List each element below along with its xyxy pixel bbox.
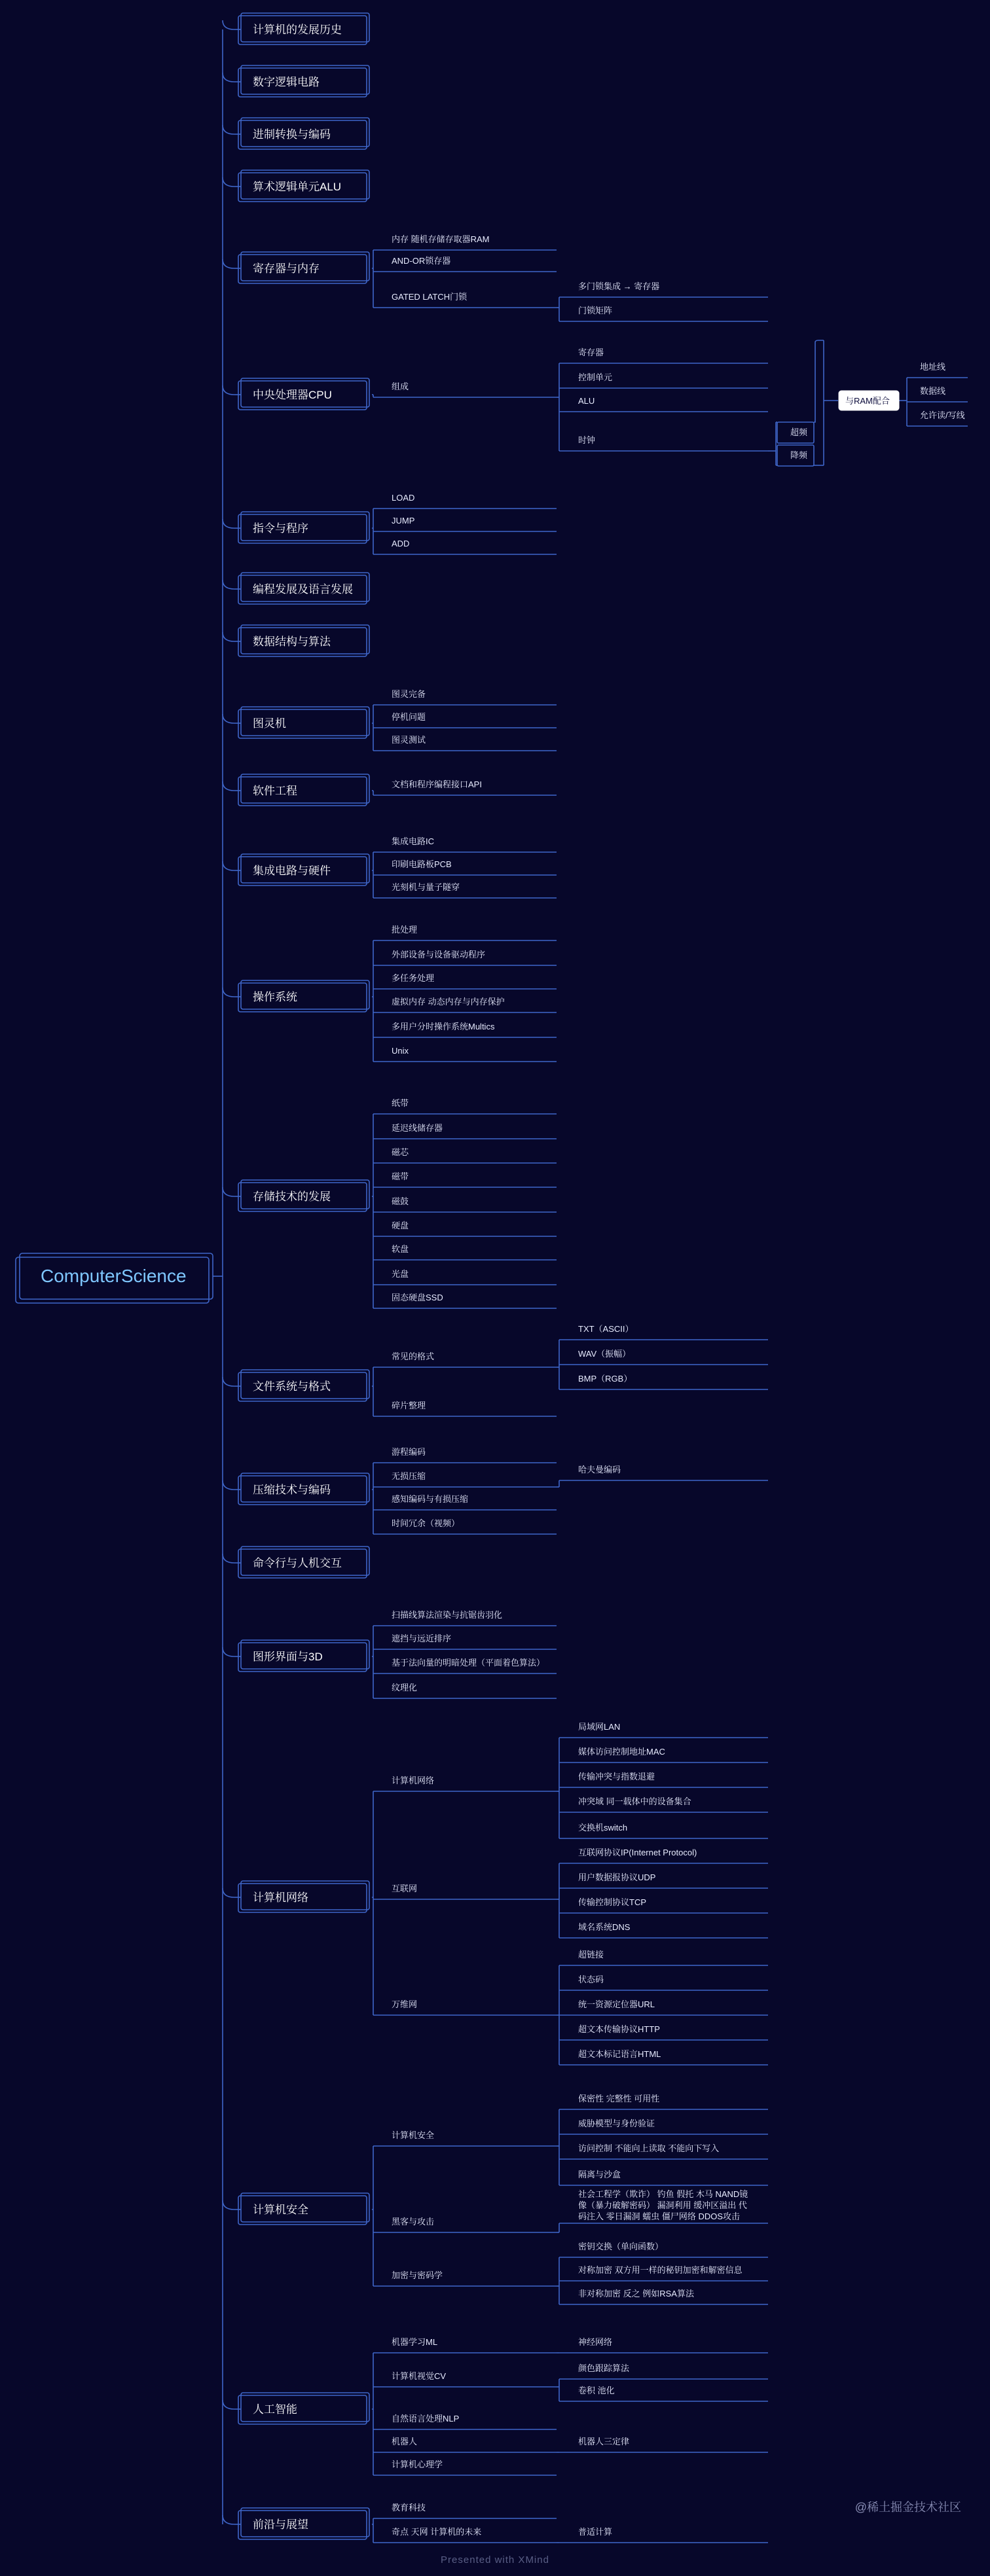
grandchild-label: 对称加密 双方用一样的秘钥加密和解密信息 [578, 2265, 742, 2275]
child-label: 计算机视觉CV [392, 2371, 447, 2381]
child-node[interactable] [392, 1401, 426, 1410]
grandchild-label: 多门锁集成 → 寄存器 [578, 281, 660, 291]
child-label: 万维网 [392, 1999, 418, 2009]
category-label: 计算机网络 [253, 1891, 308, 1904]
grandchild-label: 交换机switch [578, 1823, 628, 1833]
grandchild-node[interactable] [578, 2170, 621, 2179]
grandchild-label: 访问控制 不能向上读取 不能向下写入 [578, 2143, 720, 2153]
category-node[interactable] [238, 2193, 369, 2225]
category-label: 计算机的发展历史 [253, 24, 342, 36]
child-label: 计算机心理学 [392, 2460, 443, 2469]
child-node[interactable] [392, 493, 414, 503]
child-node[interactable] [392, 689, 426, 699]
ram-child-label: 地址线 [920, 362, 946, 372]
child-label: 遮挡与远近排序 [392, 1634, 452, 1643]
child-node[interactable] [392, 1022, 495, 1031]
child-label: Unix [392, 1046, 409, 1056]
child-node[interactable] [392, 1999, 417, 2009]
category-label: 编程发展及语言发展 [253, 583, 353, 596]
child-label: 磁鼓 [392, 1196, 409, 1206]
footer-text: Presented with XMind [441, 2554, 549, 2566]
grandchild-node[interactable] [578, 396, 595, 406]
grandchild-node[interactable] [578, 2289, 695, 2299]
child-node[interactable] [392, 1351, 434, 1361]
grandchild-node[interactable] [578, 281, 659, 291]
grandchild-label-line: 码注入 零日漏洞 蠕虫 僵尸网络 DDOS攻击 [578, 2211, 741, 2221]
ram-child-node[interactable] [920, 362, 945, 372]
child-node[interactable] [392, 1221, 409, 1230]
grandchild-node[interactable] [578, 1722, 620, 1732]
grandchild-label: 超链接 [578, 1950, 604, 1959]
child-label: 基于法向量的明暗处理（平面着色算法） [392, 1658, 545, 1668]
category-node[interactable] [238, 252, 369, 283]
grandchild-node[interactable] [578, 1922, 631, 1932]
grandchild-label: 时钟 [578, 435, 596, 445]
grandchild-label: 状态码 [578, 1975, 604, 1984]
child-node[interactable] [392, 2414, 459, 2424]
child-label: 文档和程序编程接口API [392, 779, 482, 789]
child-label: 图灵测试 [392, 735, 426, 745]
child-label: 碎片整理 [392, 1401, 426, 1410]
grandchild-label: 超文本传输协议HTTP [578, 2024, 660, 2034]
child-node[interactable] [392, 256, 450, 266]
grandchild-label: 传输冲突与指数退避 [578, 1772, 655, 1781]
grandchild-node[interactable] [578, 2337, 612, 2347]
grandchild-node[interactable] [578, 1797, 691, 1806]
child-node[interactable] [392, 2337, 437, 2347]
child-node[interactable] [392, 1683, 417, 1692]
child-node[interactable] [392, 1518, 460, 1528]
child-node[interactable] [392, 1196, 409, 1206]
root-node[interactable] [16, 1253, 213, 1303]
grandchild-label: 机器人三定律 [578, 2437, 630, 2446]
ram-child-node[interactable] [920, 386, 945, 396]
child-label: 纸带 [392, 1098, 409, 1108]
child-node[interactable] [392, 2217, 434, 2227]
child-node[interactable] [392, 382, 409, 391]
child-node[interactable] [392, 1172, 409, 1181]
child-label: 加密与密码学 [392, 2270, 443, 2280]
child-label: 多用户分时操作系统Multics [392, 1022, 495, 1031]
category-label: 前沿与展望 [253, 2518, 308, 2531]
child-node[interactable] [392, 779, 482, 789]
grandchild-label: 颜色跟踪算法 [578, 2363, 630, 2373]
category-node[interactable] [238, 378, 369, 410]
child-node[interactable] [392, 2503, 426, 2513]
child-label: 纹理化 [392, 1683, 418, 1692]
grandchild-label: 域名系统DNS [578, 1922, 631, 1932]
child-node[interactable] [392, 2371, 446, 2381]
child-label: GATED LATCH门锁 [392, 292, 468, 302]
category-label: 图灵机 [253, 717, 286, 730]
child-node[interactable] [392, 516, 414, 526]
grandchild-node[interactable] [578, 2049, 661, 2059]
child-label: 多任务处理 [392, 973, 435, 983]
child-label: 磁带 [392, 1172, 409, 1181]
category-label: 进制转换与编码 [253, 128, 331, 141]
child-node[interactable] [392, 925, 417, 935]
grandchild-node[interactable] [578, 435, 595, 445]
child-node[interactable] [392, 2130, 434, 2140]
category-node[interactable] [238, 573, 369, 604]
child-label: 图灵完备 [392, 689, 426, 699]
grandchild-node[interactable] [578, 2143, 719, 2153]
category-label: 压缩技术与编码 [253, 1484, 331, 1496]
child-node[interactable] [392, 1244, 409, 1254]
category-node[interactable] [238, 1881, 369, 1912]
clock-child-node[interactable] [777, 445, 814, 466]
child-node[interactable] [392, 882, 460, 892]
grandchild-node[interactable] [578, 1324, 634, 1334]
category-label: 存储技术的发展 [253, 1190, 331, 1203]
grandchild-node[interactable] [578, 1999, 655, 2009]
child-label: 教育科技 [392, 2503, 426, 2513]
grandchild-node[interactable] [578, 2265, 743, 2275]
child-label: 机器学习ML [392, 2337, 438, 2347]
child-node[interactable] [392, 1658, 545, 1668]
grandchild-node[interactable] [578, 2437, 629, 2446]
category-node[interactable] [238, 980, 369, 1012]
grandchild-label: 媒体访问控制地址MAC [578, 1747, 665, 1757]
child-label: 常见的格式 [392, 1351, 435, 1361]
child-node[interactable] [392, 1269, 409, 1279]
grandchild-label: 局域网LAN [578, 1722, 621, 1732]
grandchild-label: ALU [578, 396, 595, 406]
child-node[interactable] [392, 2437, 417, 2446]
child-label: 磁芯 [392, 1147, 409, 1157]
grandchild-node[interactable] [578, 2242, 663, 2251]
child-label: ADD [392, 539, 410, 548]
child-label: 扫描线算法渲染与抗锯齿羽化 [392, 1610, 503, 1620]
grandchild-node[interactable] [578, 2363, 630, 2373]
category-node[interactable] [238, 1640, 369, 1672]
grandchild-node[interactable] [578, 348, 604, 357]
category-label: 人工智能 [253, 2403, 297, 2416]
grandchild-node[interactable] [578, 1823, 627, 1833]
child-node[interactable] [392, 539, 409, 548]
child-label: 批处理 [392, 925, 418, 935]
category-label: 数字逻辑电路 [253, 76, 320, 88]
grandchild-label: 保密性 完整性 可用性 [578, 2094, 660, 2103]
child-node[interactable] [392, 950, 485, 959]
grandchild-node[interactable] [578, 1349, 631, 1359]
grandchild-label: 传输控制协议TCP [578, 1897, 647, 1907]
child-label: LOAD [392, 493, 415, 503]
child-node[interactable] [392, 1471, 426, 1481]
child-node[interactable] [392, 292, 468, 302]
child-node[interactable] [392, 735, 426, 745]
child-node[interactable] [392, 2270, 443, 2280]
grandchild-node[interactable] [578, 1374, 632, 1384]
grandchild-label: 门锁矩阵 [578, 306, 613, 315]
category-node[interactable] [238, 1370, 369, 1401]
grandchild-label: 统一资源定位器URL [578, 1999, 655, 2009]
grandchild-node[interactable] [578, 1747, 665, 1757]
grandchild-node[interactable] [578, 372, 612, 382]
child-node[interactable] [392, 1147, 409, 1157]
child-label: 组成 [392, 382, 409, 391]
child-label: 光刻机与量子隧穿 [392, 882, 460, 892]
child-node[interactable] [392, 1884, 417, 1893]
category-label: 集成电路与硬件 [253, 865, 331, 877]
child-label: 延迟线储存器 [392, 1123, 443, 1133]
grandchild-label-line: 像（暴力破解密码） 漏洞利用 缓冲区溢出 代 [578, 2200, 747, 2210]
category-label: 数据结构与算法 [253, 635, 331, 648]
category-node[interactable] [238, 774, 369, 806]
grandchild-label: 寄存器 [578, 348, 604, 357]
grandchild-node[interactable] [578, 1465, 621, 1475]
category-node[interactable] [238, 707, 369, 738]
ram-child-label: 数据线 [920, 386, 946, 396]
grandchild-node[interactable] [578, 1897, 646, 1907]
child-node[interactable] [392, 1046, 409, 1056]
ram-child-label: 允许读/写线 [920, 410, 965, 420]
child-label: 自然语言处理NLP [392, 2414, 460, 2424]
child-label: 集成电路IC [392, 836, 435, 846]
grandchild-node[interactable] [578, 1950, 604, 1959]
category-label: 图形界面与3D [253, 1651, 323, 1663]
category-node[interactable] [238, 1473, 369, 1505]
category-node[interactable] [238, 65, 369, 97]
grandchild-label: 哈夫曼编码 [578, 1465, 621, 1475]
ram-note-node[interactable] [839, 391, 899, 410]
category-node[interactable] [238, 854, 369, 885]
grandchild-node[interactable] [578, 2119, 655, 2128]
child-label: 时间冗余（视频） [392, 1518, 460, 1528]
child-node[interactable] [392, 1098, 409, 1108]
child-label: 感知编码与有损压缩 [392, 1494, 469, 1504]
grandchild-label: 威胁模型与身份验证 [578, 2119, 655, 2128]
grandchild-label: 神经网络 [578, 2337, 613, 2347]
clock-child-label: 超频 [790, 427, 808, 437]
child-node[interactable] [392, 973, 434, 983]
category-node[interactable] [238, 118, 369, 149]
category-label: 指令与程序 [253, 522, 308, 535]
category-label: 软件工程 [253, 785, 297, 797]
child-label: 光盘 [392, 1269, 409, 1279]
root-title: ComputerScience [41, 1266, 187, 1286]
child-node[interactable] [392, 1447, 426, 1457]
child-node[interactable] [392, 712, 426, 722]
child-label: 无损压缩 [392, 1471, 426, 1481]
child-label: JUMP [392, 516, 415, 526]
grandchild-label: TXT（ASCII） [578, 1324, 634, 1334]
grandchild-label: 卷积 池化 [578, 2386, 615, 2395]
child-label: AND-OR锁存器 [392, 256, 451, 266]
child-node[interactable] [392, 836, 434, 846]
grandchild-node[interactable] [578, 306, 612, 315]
child-node[interactable] [392, 234, 490, 244]
child-node[interactable] [392, 1776, 434, 1785]
grandchild-label-line: 社会工程学（欺诈） 钓鱼 假托 木马 NAND镜 [578, 2189, 748, 2199]
grandchild-node[interactable] [578, 2386, 615, 2395]
child-label: 内存 随机存储存取器RAM [392, 234, 490, 244]
ram-child-node[interactable] [920, 410, 965, 420]
mind-map-nodes [16, 13, 965, 2539]
grandchild-node[interactable] [578, 1975, 604, 1984]
grandchild-node[interactable] [578, 1872, 655, 1882]
category-node[interactable] [238, 1547, 369, 1578]
child-node[interactable] [392, 1610, 502, 1620]
child-node[interactable] [392, 997, 505, 1007]
category-label: 文件系统与格式 [253, 1380, 331, 1393]
child-label: 停机问题 [392, 712, 426, 722]
child-label: 虚拟内存 动态内存与内存保护 [392, 997, 505, 1007]
child-label: 黑客与攻击 [392, 2217, 435, 2227]
child-label: 硬盘 [392, 1221, 409, 1230]
grandchild-label: 互联网协议IP(Internet Protocol) [578, 1848, 697, 1857]
category-node[interactable] [238, 170, 369, 202]
child-node[interactable] [392, 1494, 468, 1504]
child-label: 计算机网络 [392, 1776, 435, 1785]
grandchild-node[interactable] [578, 2024, 660, 2034]
grandchild-label: BMP（RGB） [578, 1374, 632, 1384]
category-node[interactable] [238, 2393, 369, 2424]
category-node[interactable] [238, 625, 369, 656]
watermark-text: @稀土掘金技术社区 [854, 2501, 961, 2514]
grandchild-node[interactable] [578, 2527, 612, 2537]
category-node[interactable] [238, 13, 369, 45]
grandchild-node[interactable] [578, 1772, 655, 1781]
clock-child-node[interactable] [777, 422, 814, 443]
child-label: 计算机安全 [392, 2130, 435, 2140]
clock-child-label: 降频 [790, 450, 808, 460]
grandchild-node[interactable] [578, 2094, 659, 2103]
grandchild-node[interactable] [578, 2189, 748, 2221]
ram-note-label: 与RAM配合 [845, 396, 890, 406]
child-label: 外部设备与设备驱动程序 [392, 950, 486, 959]
grandchild-label: 密钥交换（单向函数） [578, 2242, 664, 2251]
category-label: 操作系统 [253, 991, 297, 1003]
child-label: 软盘 [392, 1244, 409, 1254]
child-label: 游程编码 [392, 1447, 426, 1457]
grandchild-label: 非对称加密 反之 例如RSA算法 [578, 2289, 694, 2299]
child-node[interactable] [392, 2460, 443, 2469]
category-node[interactable] [238, 512, 369, 543]
category-label: 算术逻辑单元ALU [253, 181, 342, 193]
category-label: 命令行与人机交互 [253, 1557, 342, 1569]
child-node[interactable] [392, 859, 452, 869]
grandchild-node[interactable] [578, 1848, 697, 1857]
child-label: 互联网 [392, 1884, 418, 1893]
child-label: 奇点 天网 计算机的未来 [392, 2527, 482, 2537]
grandchild-label: 用户数据报协议UDP [578, 1872, 656, 1882]
child-node[interactable] [392, 1293, 443, 1302]
category-label: 中央处理器CPU [253, 389, 332, 401]
category-label: 计算机安全 [253, 2204, 308, 2216]
child-node[interactable] [392, 2527, 481, 2537]
child-label: 印刷电路板PCB [392, 859, 452, 869]
grandchild-label: 超文本标记语言HTML [578, 2049, 661, 2059]
grandchild-label: 隔离与沙盒 [578, 2170, 621, 2179]
category-label: 寄存器与内存 [253, 262, 320, 275]
category-node[interactable] [238, 1180, 369, 1211]
child-node[interactable] [392, 1123, 443, 1133]
category-node[interactable] [238, 2508, 369, 2539]
grandchild-label: 控制单元 [578, 372, 613, 382]
child-label: 机器人 [392, 2437, 418, 2446]
child-node[interactable] [392, 1634, 451, 1643]
grandchild-label: 普适计算 [578, 2527, 613, 2537]
grandchild-label: 冲突域 同一载体中的设备集合 [578, 1797, 691, 1806]
child-label: 固态硬盘SSD [392, 1293, 443, 1302]
grandchild-label: WAV（振幅） [578, 1349, 631, 1359]
